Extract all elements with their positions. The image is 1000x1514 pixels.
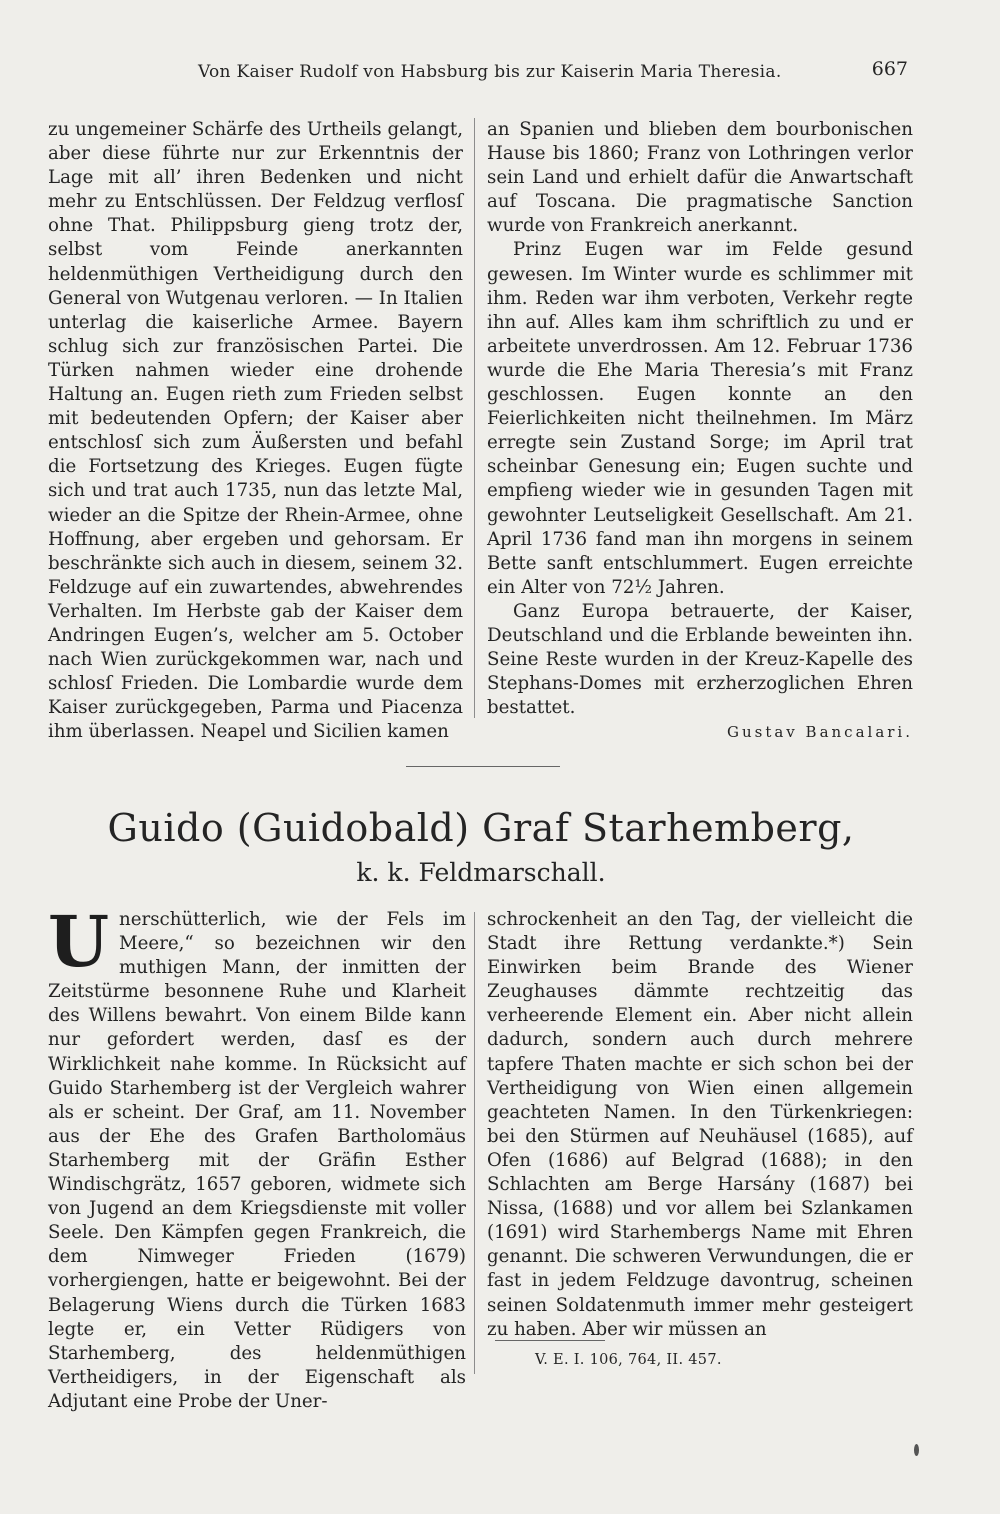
column-divider <box>474 912 475 1374</box>
article-title: Guido (Guidobald) Graf Starhemberg, <box>107 806 855 850</box>
footnote: V. E. I. 106, 764, II. 457. <box>535 1352 722 1368</box>
paragraph: Ganz Europa betrauerte, der Kaiser, Deutschland und die Erblande beweinten ihn. Seine Reste wurden in der Kreuz-Kapelle des Stephans-Domes mit erzherzoglichen Ehren bestattet. <box>487 600 913 719</box>
paragraph <box>48 900 466 1414</box>
running-header <box>48 58 908 90</box>
running-title: Von Kaiser Rudolf von Habsburg bis zur Kaiserin Maria Theresia. <box>198 62 782 82</box>
section2-left-column <box>48 900 466 1412</box>
page-number: 667 <box>871 58 908 80</box>
paragraph-text: nerschütterlich, wie der Fels im Meere,“ so bezeichnen wir den muthigen Mann, der inmitten der Zeitstürme besonnene Ruhe und Klarheit des Willens bewahrt. Von einem Bilde kann nur gefordert werden, dasſ es der Wirklichkeit nahe komme. In Rücksicht auf Guido Starhemberg ist der Vergleich wahrer als er scheint. Der Graf, am 11. November aus der Ehe des Grafen Bartholomäus Starhemberg mit der Gräfin Esther Windischgrätz, 1657 geboren, widmete sich von Jugend an dem Kriegsdienste mit voller Seele. Den Kämpfen gegen Frankreich, die dem Nimweger Frieden (1679) vorhergiengen, hatte er beigewohnt. Bei der Belagerung Wiens durch die Türken 1683 legte er, ein Vetter Rüdigers von Starhemberg, des heldenmüthigen Vertheidigers, in der Eigenschaft als Adjutant eine Probe der Uner- <box>48 909 466 1412</box>
paragraph: zu ungemeiner Schärfe des Urtheils gelangt, aber diese führte nur zur Erkenntnis der Lage mit all’ ihren Bedenken und nicht mehr zu Entschlüssen. Der Feldzug verflosſ ohne That. Philippsburg gieng trotz der, selbst vom Feinde anerkannten heldenmüthigen Vertheidigung durch den General von Wutgenau verloren. — In Italien unterlag die kaiserliche Armee. Bayern schlug sich zur französischen Partei. Die Türken nahmen wieder eine drohende Haltung an. Eugen rieth zum Frieden selbst mit bedeutenden Opfern; der Kaiser aber entschlosſ sich zum Äußersten und befahl die Fortsetzung des Krieges. Eugen fügte sich und trat auch 1735, nun das letzte Mal, wieder an die Spitze der Rhein-Armee, ohne Hoffnung, aber ergeben und gehorsam. Er beschränkte sich auch in diesem, seinem 32. Feldzuge auf ein zuwartendes, abwehrendes Verhalten. Im Herbste gab der Kaiser dem Andringen Eugen’s, welcher am 5. October nach Wien zurückgekommen war, nach und schlosſ Frieden. Die Lombardie wurde dem Kaiser zurückgegeben, Parma und Piacenza ihm überlassen. Neapel und Sicilien kamen <box>48 119 463 743</box>
paragraph: Prinz Eugen war im Felde gesund gewesen. Im Winter wurde es schlimmer mit ihm. Reden war ihm verboten, Verkehr regte ihn auf. Alles kam ihm schriftlich zu und er arbeitete unverdrossen. Am 12. Februar 1736 wurde die Ehe Maria Theresia’s mit Franz geschlossen. Eugen konnte an den Feierlichkeiten nicht theilnehmen. Im März erregte sein Zustand Sorge; im April trat scheinbar Genesung ein; Eugen suchte und empfieng wieder wie in gesunden Tagen mit gewohnter Leutseligkeit Gesellschaft. Am 21. April 1736 fand man ihn morgens in seinem Bette sanft entschlummert. Eugen erreichte ein Alter von 72½ Jahren. <box>487 239 913 598</box>
section1-left-column <box>48 118 463 743</box>
section1-right-column <box>487 118 913 742</box>
article-subtitle: k. k. Feldmarschall. <box>356 858 606 887</box>
drop-cap: U <box>48 900 110 983</box>
paragraph: schrockenheit an den Tag, der vielleicht die Stadt ihre Rettung verdankte.*) Sein Einwirken beim Brande des Wiener Zeughauses dämmte rechtzeitig das verheerende Element ein. Aber nicht allein dadurch, sondern auch durch mehrere tapfere Thaten machte er sich schon bei der Vertheidigung von Wien einen allgemein geachteten Namen. In den Türkenkriegen: bei den Stürmen auf Neuhäusel (1685), auf Ofen (1686) auf Belgrad (1688); in den Schlachten am Berge Harsány (1687) bei Nissa, (1688) und vor allem bei Szlankamen (1691) wird Starhembergs Name mit Ehren genannt. Die schweren Verwundungen, die er fast in jedem Feldzuge davontrug, scheinen seinen Soldatenmuth immer mehr gesteigert zu haben. Aber wir müssen an <box>487 909 913 1340</box>
section-separator <box>406 766 560 767</box>
footnote-rule <box>495 1340 605 1341</box>
column-divider <box>474 118 475 718</box>
paragraph: an Spanien und blieben dem bourbonischen Hause bis 1860; Franz von Lothringen verlor sein Land und erhielt dafür die Anwartschaft auf Toscana. Die pragmatische Sanction wurde von Frankreich anerkannt. <box>487 119 913 237</box>
author-signature: Gustav Bancalari. <box>727 723 913 742</box>
ink-mark <box>914 1444 919 1456</box>
section2-right-column <box>487 908 913 1340</box>
